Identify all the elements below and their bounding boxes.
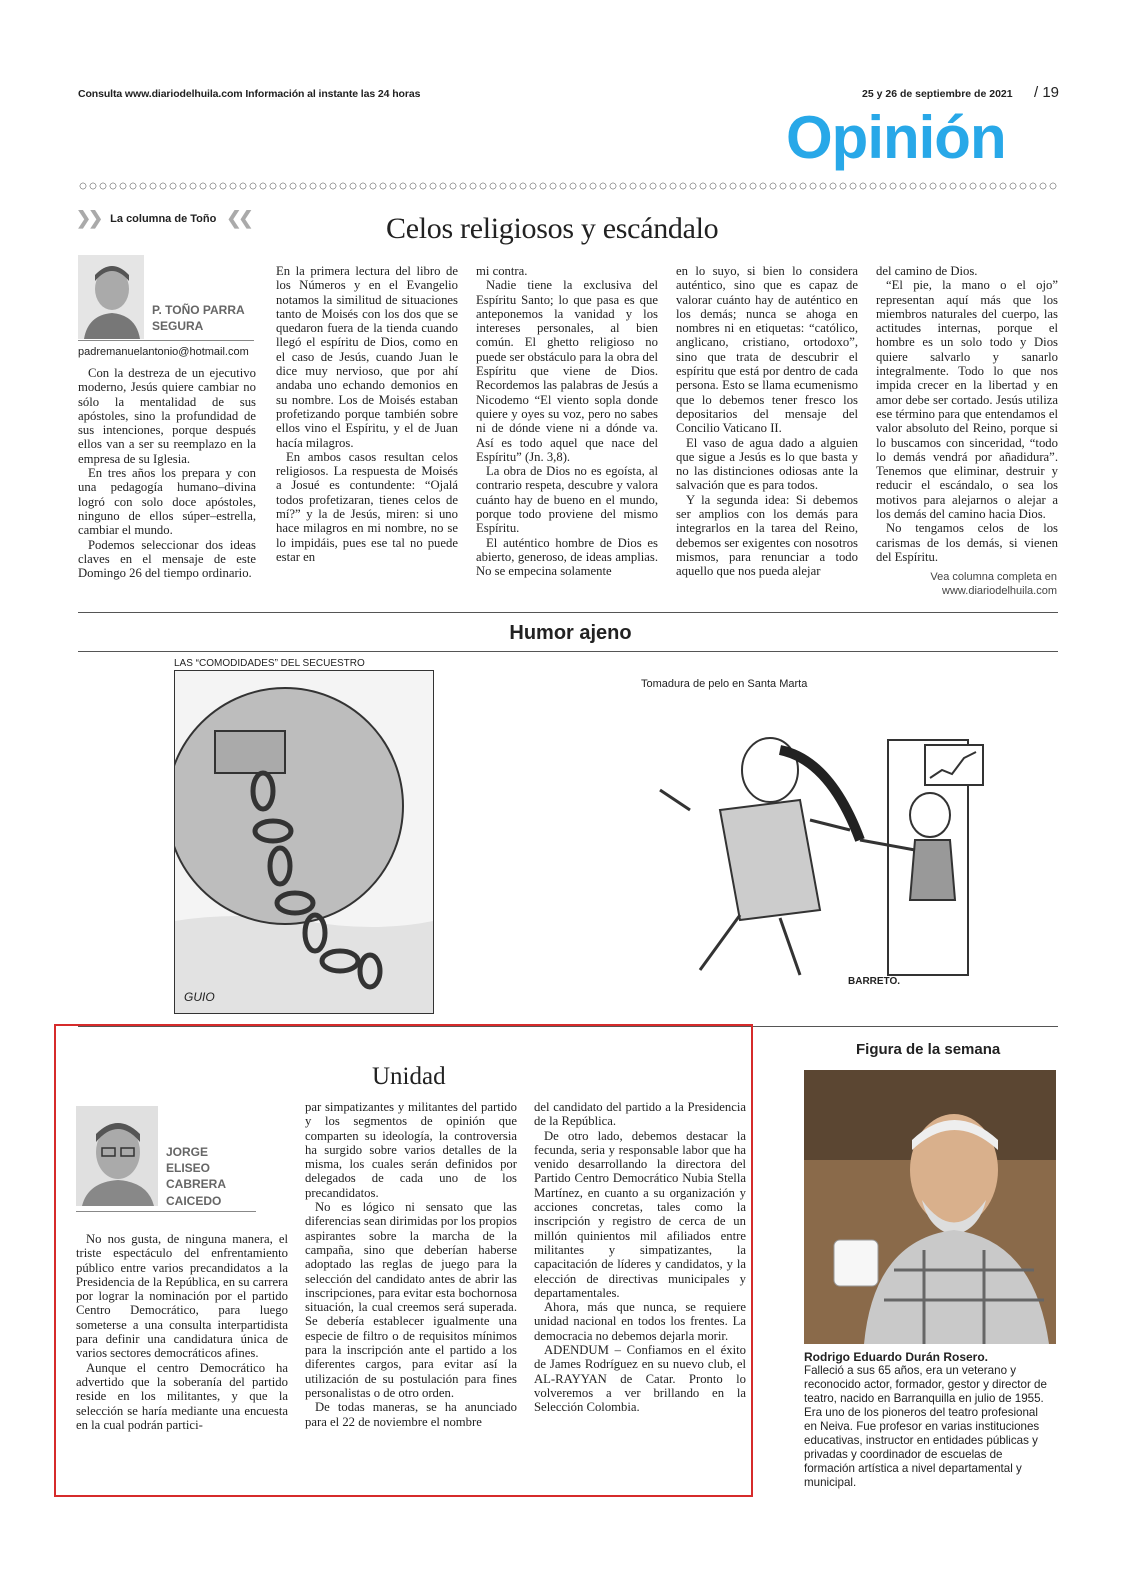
figure-of-week-title: Figura de la semana bbox=[856, 1041, 1001, 1058]
paragraph: Y la segunda idea: Si debemos ser amplios con los demás para integrarlos en la tarea del Reino, debemos ser exigentes con nosotros mismos, para renunciar a todo aquello que nos pueda alejar bbox=[676, 492, 858, 579]
author-photo bbox=[76, 1106, 158, 1206]
read-more-note: Vea columna completa en www.diariodelhuila.com bbox=[930, 571, 1057, 597]
paragraph: De todas maneras, se ha anunciado para el 22 de noviembre el nombre bbox=[305, 1400, 517, 1429]
paragraph: La obra de Dios no es egoísta, al contrario respeta, descubre y valora cuánto hay de bueno en el mundo, porque todo proviene del mismo Espíritu. bbox=[476, 464, 658, 536]
author-photo bbox=[78, 255, 144, 339]
paragraph: del camino de Dios. bbox=[876, 264, 978, 278]
paragraph: En ambos casos resultan celos religiosos. La respuesta de Moisés a Josué es contundente: “Ojalá todos profetizaran, tienes celos de mí?” y la de Jesús, miren: si uno hace milagros en mi nombre, no se lo impidáis, pues ese tal no puede estar en bbox=[276, 449, 458, 564]
figure-name: Rodrigo Eduardo Durán Rosero. bbox=[804, 1350, 989, 1364]
cartoon-caption: LAS “COMODIDADES” DEL SECUESTRO bbox=[174, 658, 365, 669]
paragraph: Ahora, más que nunca, se requiere unidad nacional en todos los frentes. La democracia no debemos dejarla morir. bbox=[534, 1300, 746, 1343]
cartoon-caption: Tomadura de pelo en Santa Marta bbox=[641, 678, 808, 690]
paragraph: del candidato del partido a la Presidencia de la República. bbox=[534, 1100, 746, 1129]
author-name: JORGE ELISEO CABRERA CAICEDO bbox=[166, 1145, 226, 1208]
cartoon-santa-marta bbox=[630, 700, 1000, 1000]
site-banner: Consulta www.diariodelhuila.com Información al instante las 24 horas bbox=[78, 88, 421, 100]
cartoon-signature: GUIO bbox=[184, 990, 215, 1004]
paragraph: “El pie, la mano o el ojo” representan aquí más que los miembros naturales del cuerpo, las actitudes internas, porque el hombre es un solo todo y Dios quiere salvarlo y sanarlo integralmente. Todo lo que nos impida crecer en la libertad y en amor debe ser cortado. Jesús utiliza ese término para que entendamos el valor absoluto del Reino, porque si lo buscamos con sinceridad, “todo lo demás vendrá por añadidura”. Tenemos que eliminar, destruir y reducir el escándalo, o sea los motivos para alejarnos o alejar a los demás del camino hacia Dios. bbox=[876, 278, 1058, 522]
article-column-2 bbox=[276, 264, 458, 564]
section-rule bbox=[78, 651, 1058, 652]
paragraph: ADENDUM – Confiamos en el éxito de James Rodríguez en su nuevo club, el AL-RAYYAN de Catar. Pronto lo volveremos a ver brillando en la Selección Colombia. bbox=[534, 1343, 746, 1415]
article-headline: Celos religiosos y escándalo bbox=[386, 212, 719, 245]
paragraph: No nos gusta, de ninguna manera, el triste espectáculo del enfrentamiento público entre varios precandidatos a la Presidencia de la República, en su carrera por lograr la nominación por el partido Centro Democrático, para luego someterse a una consulta interpartidista para definir una candidatura única de varios sectores democráticos afines. bbox=[76, 1232, 288, 1361]
figure-photo bbox=[804, 1070, 1056, 1344]
article-column-2 bbox=[305, 1100, 517, 1429]
article-column-3 bbox=[476, 264, 658, 579]
article-column-5 bbox=[876, 264, 1058, 564]
article-column-1 bbox=[76, 1232, 288, 1432]
author-email: padremanuelantonio@hotmail.com bbox=[78, 346, 249, 358]
author-name: P. TOÑO PARRA SEGURA bbox=[152, 303, 245, 334]
paragraph: Nadie tiene la exclusiva del Espíritu Santo; lo que pasa es que anteponemos la vanidad y los intereses personales, al bien común. El ghetto religioso no puede ser obstáculo para la obra del Espíritu que viene de Dios. Recordemos las palabras de Jesús a Nicodemo “El viento sopla donde quiere y oyes su voz, pero no sabes ni de dónde viene ni a dónde va. Así es todo aquel que nace del Espíritu” (Jn. 3,8). bbox=[476, 278, 658, 464]
paragraph: Podemos seleccionar dos ideas claves en el mensaje de este Domingo 26 del tiempo ordinario. bbox=[78, 537, 256, 581]
humor-title: Humor ajeno bbox=[509, 622, 632, 644]
author-divider bbox=[76, 1211, 256, 1212]
paragraph: Aunque el centro Democrático ha advertido que la soberanía del partido reside en los militantes, y que la selección se haría mediante una encuesta en la cual podrán partici- bbox=[76, 1360, 288, 1432]
paragraph: par simpatizantes y militantes del partido y los segmentos de opinión que comparten su ideología, la controversia ha surgido sobre varios detalles de la misma, los cuales serán definidos por delegados de cada uno de los precandidatos. bbox=[305, 1100, 517, 1200]
chevron-left-icon: ❮❮ bbox=[226, 208, 251, 228]
paragraph: Con la destreza de un ejecutivo moderno, Jesús quiere cambiar no sólo la mentalidad de sus apóstoles, sino la profundidad de sus intenciones, porque después ellos van a ser su reemplazo en la empresa de su Iglesia. bbox=[78, 366, 256, 466]
paragraph: El auténtico hombre de Dios es abierto, generoso, de ideas amplias. No se empecina solamente bbox=[476, 535, 658, 579]
read-more-link[interactable]: www.diariodelhuila.com bbox=[942, 585, 1057, 597]
page-number: / 19 bbox=[1034, 84, 1060, 101]
column-label: ❯❯ La columna de Toño ❮❮ bbox=[76, 208, 251, 228]
paragraph: El vaso de agua dado a alguien que sigue a Jesús es lo que basta y no las distinciones odiosas ante la salvación que es para todos. bbox=[676, 435, 858, 493]
figure-description: Falleció a sus 65 años, era un veterano y reconocido actor, formador, gestor y director de teatro, nacido en Barranquilla en julio de 1955. Era uno de los pioneros del teatro profesional en Neiva. Fue profesor en varias instituciones educativas, instructor en entidades públicas y privadas y coordinador de escuelas de formación artística a nivel departamental y municipal. bbox=[804, 1364, 1047, 1489]
paragraph: No tengamos celos de los carismas de los demás, si vienen del Espíritu. bbox=[876, 521, 1058, 564]
section-rule bbox=[78, 612, 1058, 613]
paragraph: No es lógico ni sensato que las diferencias sean dirimidas por los propios aspirantes sobre la marcha de la campaña, sino que deberían haberse adoptado las reglas de juego para la selección del candidato antes de abrir las inscripciones, para evitar esta bochornosa situación, la cual creemos será superada. Se debería establecer igualmente una especie de filtro o de requisitos mínimos para la inscripción ante el partido a los diferentes cargos, para evitar así la utilización de su postulación para fines personalistas o de otro orden. bbox=[305, 1200, 517, 1400]
decorative-border bbox=[78, 180, 1058, 192]
cartoon-secuestro bbox=[174, 670, 434, 1014]
article-column-1 bbox=[78, 366, 256, 580]
article-column-3 bbox=[534, 1100, 746, 1415]
opinion-headline: Unidad bbox=[372, 1063, 446, 1090]
paragraph: De otro lado, debemos destacar la fecunda, seria y responsable labor que ha venido desarrollando la directora del Partido Centro Democrático Nubia Stella Martínez, en cuanto a su organización y acciones concretas, tales como la inscripción y registro de cerca de un millón quinientos mil afiliados entre militantes y simpatizantes, la capacitación de líderes y candidatos, y la elección de directivas municipales y departamentales. bbox=[534, 1128, 746, 1300]
author-divider bbox=[78, 340, 254, 341]
paragraph: En la primera lectura del libro de los Números y en el Evangelio notamos la similitud de situaciones tanto de Moisés con los dos que se quedaron fuera de la tienda cuando llegó el espíritu de Dios, como en el caso de Jesús, cuando Juan le dice muy nervioso, que por ahí andaba uno echando demonios en su nombre. Los de Moisés estaban profetizando porque también sobre ellos vino el Espíritu, y el de Juan hacía milagros. bbox=[276, 264, 458, 450]
section-title: Opinión bbox=[786, 104, 1006, 171]
paragraph: mi contra. bbox=[476, 264, 528, 278]
cartoon-signature: BARRETO. bbox=[848, 976, 901, 987]
issue-date: 25 y 26 de septiembre de 2021 bbox=[862, 88, 1013, 100]
chevron-right-icon: ❯❯ bbox=[76, 208, 101, 228]
article-column-4 bbox=[676, 264, 858, 579]
paragraph: en lo suyo, si bien lo considera auténtico, sino que es capaz de valorar cuánto hay de auténtico en los demás; nunca se ahoga en nombres ni en etiquetas: “católico, anglicano, cristiano, ortodoxo”, sino que trata de descubrir el espíritu que está por dentro de cada persona. Esto se llama ecumenismo que lo debemos tener fresco los depositarios del mensaje del Concilio Vaticano II. bbox=[676, 264, 858, 436]
paragraph: En tres años los prepara y con una pedagogía humano–divina logró con solo doce apóstoles, ninguno de ellos súper–estrella, cambiar el mundo. bbox=[78, 466, 256, 538]
